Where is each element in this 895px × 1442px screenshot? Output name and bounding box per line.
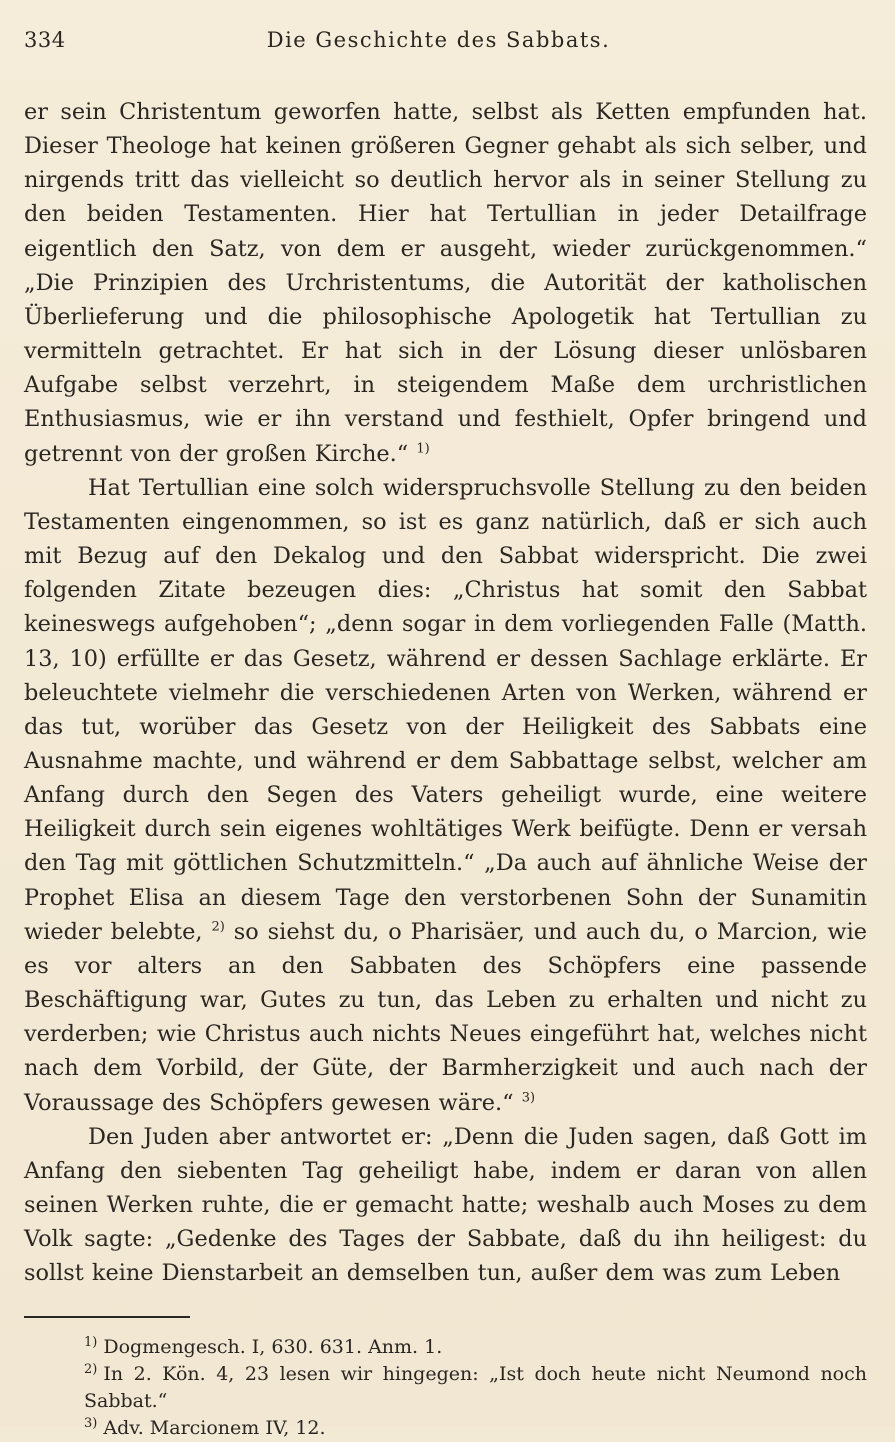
body-text <box>24 95 867 1290</box>
footnote <box>24 1415 867 1442</box>
footnotes <box>24 1334 867 1442</box>
page-number: 334 <box>24 28 66 52</box>
footnote-ref: 2) <box>211 919 225 935</box>
footnote-divider <box>24 1316 190 1318</box>
footnote-ref: 3) <box>521 1090 536 1106</box>
footnote-text: Dogmengesch. I, 630. 631. Anm. 1. <box>103 1336 443 1359</box>
running-title: Die Geschichte des Sabbats. <box>266 28 611 52</box>
footnote-label: 2) <box>84 1362 98 1378</box>
footnote-text: In 2. Kön. 4, 23 lesen wir hingegen: „Ist doch heute nicht Neumond noch Sabbat.“ <box>84 1363 867 1413</box>
paragraph-text: er sein Christentum geworfen hatte, selbst als Ketten empfunden hat. Dieser Theologe hat keinen größeren Gegner gehabt als sich selber, und nirgends tritt das vielleicht so deutlich hervor als in seiner Stellung zu den beiden Testamenten. Hier hat Tertullian in jeder Detailfrage eigentlich den Satz, von dem er ausgeht, wieder zurückgenommen.“ „Die Prinzipien des Urchristentums, die Autorität der katholischen Überlieferung und die philosophische Apologetik hat Tertullian zu vermitteln getrachtet. Er hat sich in der Lösung dieser unlösbaren Aufgabe selbst verzehrt, in steigendem Maße dem urchristlichen Enthusiasmus, wie er ihn verstand und festhielt, Opfer bringend und getrennt von der großen Kirche.“ <box>24 99 867 467</box>
paragraph-text: Den Juden aber antwortet er: „Denn die Juden sagen, daß Gott im Anfang den siebenten Tag geheiligt habe, indem er daran von allen seinen Werken ruhte, die er gemacht hatte; weshalb auch Moses zu dem Volk sagte: „Gedenke des Tages der Sabbate, daß du ihn heiligest: du sollst keine Dienstarbeit an demselben tun, außer dem was zum Leben <box>24 1123 867 1287</box>
paragraph <box>24 95 867 471</box>
footnote-text: Adv. Marcionem IV, 12. <box>103 1417 326 1440</box>
paragraph-text: so siehst du, o Pharisäer, und auch du, o Marcion, wie es vor alters an den Sabbaten des Schöpfers eine passende Beschäftigung war, Gutes zu tun, das Leben zu erhalten und nicht zu verderben; wie Christus auch nichts Neues eingeführt hat, welches nicht nach dem Vorbild, der Güte, der Barmherzigkeit und auch nach der Voraussage des Schöpfers gewesen wäre.“ <box>24 918 867 1116</box>
page-header <box>24 28 867 66</box>
footnote <box>24 1334 867 1361</box>
footnote-ref: 1) <box>416 441 430 457</box>
footnote <box>24 1361 867 1415</box>
paragraph <box>24 1120 867 1291</box>
footnote-label: 3) <box>84 1416 98 1432</box>
paragraph <box>24 471 867 1120</box>
paragraph-text: Hat Tertullian eine solch widerspruchsvolle Stellung zu den beiden Testamenten eingenommen, so ist es ganz natürlich, daß er sich auch mit Bezug auf den Dekalog und den Sabbat widerspricht. Die zwei folgenden Zitate bezeugen dies: „Christus hat somit den Sabbat keineswegs aufgehoben“; „denn sogar in dem vorliegenden Falle (Matth. 13, 10) erfüllte er das Gesetz, während er dessen Sachlage erklärte. Er beleuchtete vielmehr die verschiedenen Arten von Werken, während er das tut, worüber das Gesetz von der Heiligkeit des Sabbats eine Ausnahme machte, und während er dem Sabbattage selbst, welcher am Anfang durch den Segen des Vaters geheiligt wurde, eine weitere Heiligkeit durch sein eigenes wohltätiges Werk beifügte. Denn er versah den Tag mit göttlichen Schutzmitteln.“ „Da auch auf ähnliche Weise der Prophet Elisa an diesem Tage den verstorbenen Sohn der Sunamitin wieder belebte, <box>24 474 867 945</box>
footnote-label: 1) <box>84 1335 98 1351</box>
